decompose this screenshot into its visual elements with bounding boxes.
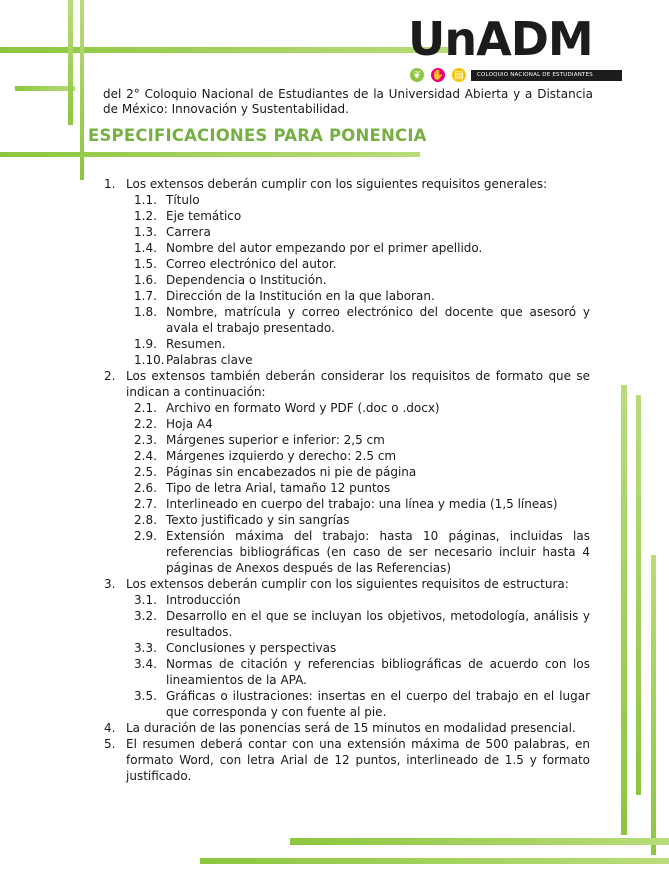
sub-item-number: 2.7. [134,497,157,511]
sub-item [104,208,590,224]
item-number: 4. [104,721,116,735]
sub-item [104,656,590,688]
decor-bar-bottom-2 [200,858,669,864]
sub-item-number: 1.6. [134,273,157,287]
sub-item [104,496,590,512]
sub-item [104,256,590,272]
sub-item-text: Márgenes superior e inferior: 2,5 cm [166,433,385,447]
specifications-list [104,176,590,784]
logo-banner: COLOQUIO NACIONAL DE ESTUDIANTES [471,70,622,81]
logo-strip [408,66,622,84]
book-icon: ▤ [450,66,468,84]
item-number: 3. [104,577,116,591]
item-number: 5. [104,737,116,751]
unadm-logo [408,14,622,84]
sub-item-number: 1.9. [134,337,157,351]
decor-bar-heading [0,152,420,157]
sub-item-text: Palabras clave [166,353,253,367]
sub-item [104,608,590,640]
list-item [104,720,590,736]
sub-item-number: 3.2. [134,609,157,623]
sub-item-text: Tipo de letra Arial, tamaño 12 puntos [166,481,391,495]
sub-item [104,640,590,656]
sub-item-text: Resumen. [166,337,226,351]
sub-item-number: 1.4. [134,241,157,255]
sub-item [104,240,590,256]
intro-paragraph: del 2° Coloquio Nacional de Estudiantes de la Universidad Abierta y a Distancia de México: Innovación y Sustentabilidad. [103,87,593,116]
list-item [104,176,590,192]
sub-item-number: 2.6. [134,481,157,495]
item-text: La duración de las ponencias será de 15 minutos en modalidad presencial. [126,721,576,735]
sub-item-text: Márgenes izquierdo y derecho: 2.5 cm [166,449,397,463]
sub-item-number: 2.5. [134,465,157,479]
sub-item-text: Dirección de la Institución en la que laboran. [166,289,435,303]
sub-item-text: Gráficas o ilustraciones: insertas en el cuerpo del trabajo en el lugar que corresponda y con fuente al pie. [166,689,590,719]
list-item [104,576,590,592]
sub-item [104,224,590,240]
item-number: 1. [104,177,116,191]
sub-item [104,272,590,288]
sub-item-number: 2.3. [134,433,157,447]
decor-vbar-right-3 [651,555,656,855]
sub-item-text: Extensión máxima del trabajo: hasta 10 páginas, incluidas las referencias bibliográficas (en caso de ser necesario incluir hasta 4 páginas de Anexos después de las Referencias) [166,529,590,575]
sub-item-text: Hoja A4 [166,417,213,431]
sub-item-text: Páginas sin encabezados ni pie de página [166,465,417,479]
sub-item [104,480,590,496]
sub-item [104,192,590,208]
sub-item-text: Título [166,193,200,207]
sub-item [104,512,590,528]
sub-item-number: 1.5. [134,257,157,271]
sub-item-number: 2.1. [134,401,157,415]
sub-item-text: Introducción [166,593,241,607]
sub-item-number: 3.1. [134,593,157,607]
sub-item-number: 2.9. [134,529,157,543]
sub-item [104,432,590,448]
sub-item [104,448,590,464]
decor-bar-top-2 [15,86,75,91]
sub-item-text: Texto justificado y sin sangrías [166,513,350,527]
sub-item-number: 3.3. [134,641,157,655]
sub-item [104,352,590,368]
sub-item-text: Carrera [166,225,211,239]
sub-item [104,464,590,480]
sub-item-number: 1.1. [134,193,157,207]
sub-item-number: 2.4. [134,449,157,463]
sub-item-text: Conclusiones y perspectivas [166,641,337,655]
sub-item-number: 2.2. [134,417,157,431]
sub-item-text: Archivo en formato Word y PDF (.doc o .docx) [166,401,440,415]
hand-icon: ✋ [429,66,447,84]
sub-item-number: 1.8. [134,305,157,319]
sub-item-number: 3.4. [134,657,157,671]
sub-item-number: 2.8. [134,513,157,527]
logo-wordmark: UnADM [408,12,593,66]
sub-item-number: 3.5. [134,689,157,703]
sub-item [104,288,590,304]
item-text: Los extensos deberán cumplir con los siguientes requisitos de estructura: [126,577,569,591]
sub-item-number: 1.7. [134,289,157,303]
sub-item [104,400,590,416]
sub-item-text: Dependencia o Institución. [166,273,327,287]
list-item [104,736,590,784]
sub-item [104,416,590,432]
section-heading: ESPECIFICACIONES PARA PONENCIA [88,126,427,145]
decor-vbar-right-2 [636,395,641,795]
sub-item [104,592,590,608]
item-text: Los extensos también deberán considerar los requisitos de formato que se indican a continuación: [126,369,590,399]
sub-item [104,336,590,352]
sub-item-text: Normas de citación y referencias bibliográficas de acuerdo con los lineamientos de la APA. [166,657,590,687]
sub-item-text: Interlineado en cuerpo del trabajo: una línea y media (1,5 líneas) [166,497,558,511]
sub-item-number: 1.10. [134,353,165,367]
sub-item-number: 1.2. [134,209,157,223]
sub-item-text: Nombre del autor empezando por el primer apellido. [166,241,483,255]
sub-item-text: Desarrollo en el que se incluyan los objetivos, metodología, análisis y resultados. [166,609,590,639]
sub-item [104,304,590,336]
decor-vbar-right-1 [621,385,627,835]
item-text: El resumen deberá contar con una extensión máxima de 500 palabras, en formato Word, con letra Arial de 12 puntos, interlineado de 1.5 y formato justificado. [126,737,590,783]
sub-item-text: Correo electrónico del autor. [166,257,337,271]
sub-item-text: Nombre, matrícula y correo electrónico del docente que asesoró y avala el trabajo presentado. [166,305,590,335]
leaf-icon: ❦ [408,66,426,84]
sub-item [104,688,590,720]
sub-item-text: Eje temático [166,209,242,223]
item-number: 2. [104,369,116,383]
decor-vbar-left-1 [68,0,73,125]
item-text: Los extensos deberán cumplir con los siguientes requisitos generales: [126,177,548,191]
list-item [104,368,590,400]
sub-item-number: 1.3. [134,225,157,239]
sub-item [104,528,590,576]
decor-bar-bottom-1 [290,838,669,845]
